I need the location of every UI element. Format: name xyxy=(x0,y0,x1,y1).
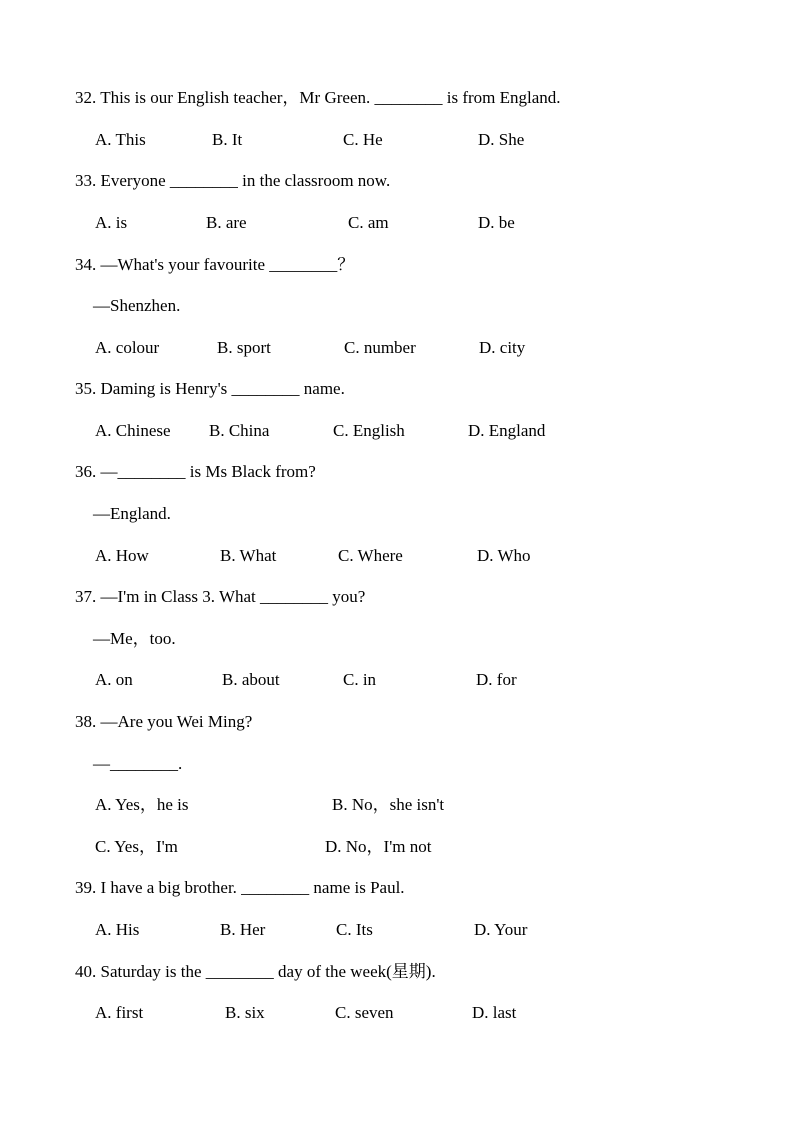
question-36-option-b[interactable]: B. What xyxy=(220,546,277,565)
question-35-option-c[interactable]: C. English xyxy=(333,421,405,440)
question-32-option-d[interactable]: D. She xyxy=(478,130,525,149)
question-33-option-b[interactable]: B. are xyxy=(206,213,247,232)
question-38-option-b[interactable]: B. No，she isn't xyxy=(332,795,445,814)
question-37-option-c[interactable]: C. in xyxy=(343,670,377,689)
question-38-stem: 38. —Are you Wei Ming? xyxy=(75,712,253,731)
question-33-option-a[interactable]: A. is xyxy=(95,213,128,232)
question-34-option-b[interactable]: B. sport xyxy=(217,338,271,357)
question-37-answer-line: —Me，too. xyxy=(93,629,176,648)
question-35-option-b[interactable]: B. China xyxy=(209,421,270,440)
question-40-option-d[interactable]: D. last xyxy=(472,1003,517,1022)
question-33-option-c[interactable]: C. am xyxy=(348,213,389,232)
question-40-option-a[interactable]: A. first xyxy=(95,1003,144,1022)
question-34-option-c[interactable]: C. number xyxy=(344,338,416,357)
question-34-option-d[interactable]: D. city xyxy=(479,338,526,357)
question-32-option-b[interactable]: B. It xyxy=(212,130,243,149)
question-33-stem: 33. Everyone ________ in the classroom now. xyxy=(75,171,391,190)
question-39-option-c[interactable]: C. Its xyxy=(336,920,373,939)
question-39-option-b[interactable]: B. Her xyxy=(220,920,266,939)
question-38-option-c[interactable]: C. Yes，I'm xyxy=(95,837,178,856)
question-34-option-a[interactable]: A. colour xyxy=(95,338,160,357)
question-37-option-a[interactable]: A. on xyxy=(95,670,133,689)
question-35-option-d[interactable]: D. England xyxy=(468,421,546,440)
question-34-stem: 34. —What's your favourite ________？ xyxy=(75,255,355,274)
question-36-answer-line: —England. xyxy=(93,504,171,523)
question-38-answer-line: —________. xyxy=(93,754,183,773)
question-35-option-a[interactable]: A. Chinese xyxy=(95,421,171,440)
question-39-stem: 39. I have a big brother. ________ name is Paul. xyxy=(75,878,405,897)
question-32-option-c[interactable]: C. He xyxy=(343,130,383,149)
question-36-stem: 36. —________ is Ms Black from? xyxy=(75,462,316,481)
question-36-option-a[interactable]: A. How xyxy=(95,546,149,565)
question-32-option-a[interactable]: A. This xyxy=(95,130,146,149)
question-35-stem: 35. Daming is Henry's ________ name. xyxy=(75,379,345,398)
question-34-answer-line: —Shenzhen. xyxy=(93,296,181,315)
question-37-option-d[interactable]: D. for xyxy=(476,670,517,689)
question-33-option-d[interactable]: D. be xyxy=(478,213,515,232)
question-38-option-d[interactable]: D. No，I'm not xyxy=(325,837,432,856)
question-39-option-d[interactable]: D. Your xyxy=(474,920,528,939)
question-39-option-a[interactable]: A. His xyxy=(95,920,140,939)
question-40-option-b[interactable]: B. six xyxy=(225,1003,265,1022)
question-40-option-c[interactable]: C. seven xyxy=(335,1003,394,1022)
question-37-stem: 37. —I'm in Class 3. What ________ you? xyxy=(75,587,366,606)
question-36-option-d[interactable]: D. Who xyxy=(477,546,531,565)
question-36-option-c[interactable]: C. Where xyxy=(338,546,403,565)
question-40-stem: 40. Saturday is the ________ day of the week(星期). xyxy=(75,962,436,981)
question-37-option-b[interactable]: B. about xyxy=(222,670,280,689)
question-32-stem: 32. This is our English teacher，Mr Green. ________ is from England. xyxy=(75,88,561,107)
question-38-option-a[interactable]: A. Yes，he is xyxy=(95,795,189,814)
